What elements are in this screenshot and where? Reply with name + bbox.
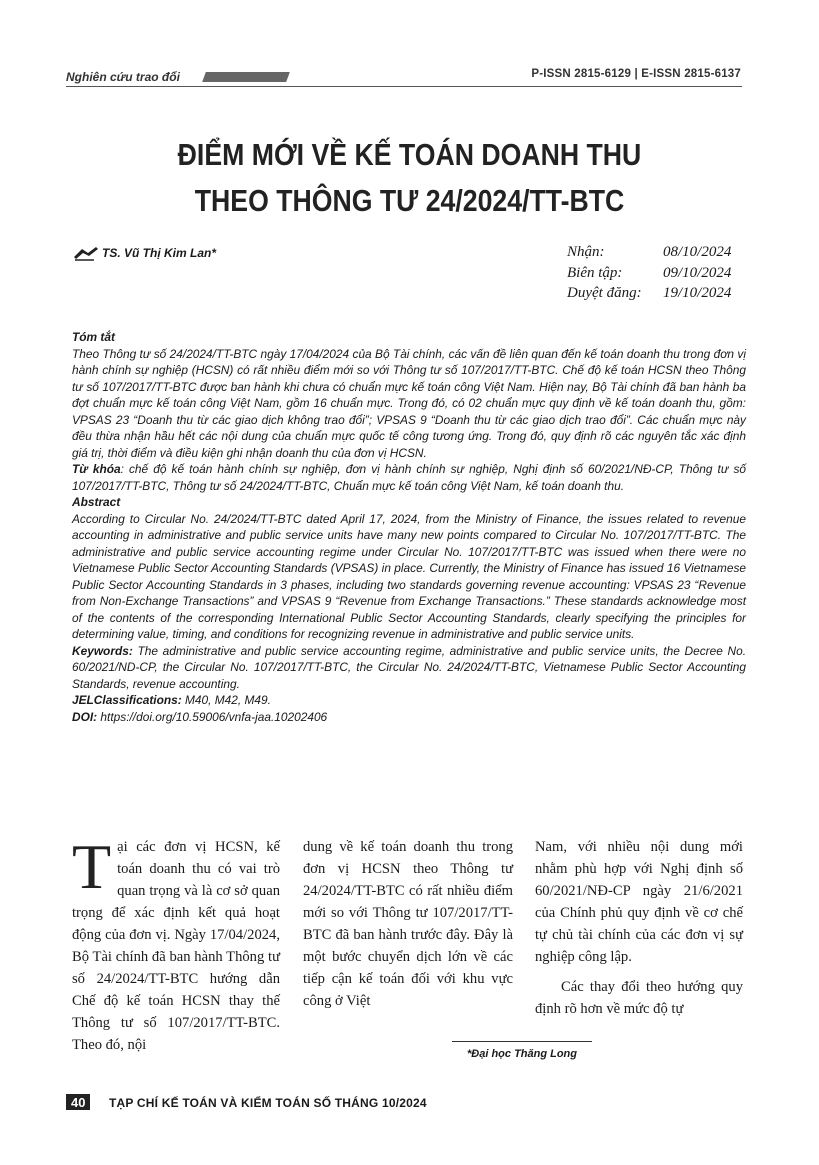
pen-hand-icon xyxy=(72,245,100,261)
body-col2-text: dung về kế toán doanh thu trong đơn vị HCSN theo Thông tư 24/2024/TT-BTC có rất nhiều điểm mới so với Thông tư 107/2017/TT-BTC đã ban hành trước đây. Đây là một bước chuyển dịch lớn về các tiếp cận kế toán đối với khu vực công ở Việt xyxy=(303,839,513,1009)
footnote-rule xyxy=(452,1041,592,1042)
date-value: 08/10/2024 xyxy=(663,244,732,260)
abstract-en-text: According to Circular No. 24/2024/TT-BTC dated April 17, 2024, from the Ministry of Finance, the issues related to revenue accounting in administrative and public service units have many new points compared to Circular No. 107/2017/TT-BTC. The administrative and public service accounting regime under Circular No. 107/2017/TT-BTC was issued when there were no Vietnamese Public Sector Accounting Standards (VPSAS) in place. Currently, the Ministry of Finance has issued 16 Vietnamese Public Sector Accounting Standards in 3 phases, including two standards governing revenue accounting: VPSAS 23 “Revenue from Non-Exchange Transactions” and VPSAS 9 “Revenue from Exchange Transactions.” These standards acknowledge most of the contents of the corresponding International Public Sector Accounting Standards, clearly specifying the principles for determining value, timing, and conditions for recognizing revenue in administrative and public service units. xyxy=(72,511,746,641)
drop-cap: T xyxy=(72,831,112,902)
jel-line xyxy=(72,692,746,709)
keywords-vi-label: Từ khóa xyxy=(72,462,121,476)
date-label: Biên tập: xyxy=(567,264,623,281)
body-column-3 xyxy=(535,836,743,1020)
abstract-vi-text: Theo Thông tư số 24/2024/TT-BTC ngày 17/04/2024 của Bộ Tài chính, các vấn đề liên quan đến kế toán doanh thu trong đơn vị hành chính sự nghiệp (HCSN) có rất nhiều điểm mới so với Thông tư số 107/2017/TT-BTC. Chế độ kế toán HCSN theo Thông tư số 107/2017/TT-BTC được ban hành khi chưa có chuẩn mực kế toán công Việt Nam. Hiện nay, Bộ Tài chính đã ban hành ba đợt chuẩn mực kế toán công Việt Nam, gồm 16 chuẩn mực. Trong đó, có 02 chuẩn mực quy định về kế toán doanh thu, gồm: VPSAS 23 “Doanh thu từ các giao dịch không trao đổi”; VPSAS 9 “Doanh thu từ các giao dịch trao đổi”. Các chuẩn mực này đều thừa nhận hầu hết các nội dung của chuẩn mực quốc tế công tương ứng. Trong đó, quy định rõ các nguyên tắc xác định giá trị, thời điểm và điều kiện ghi nhận doanh thu của đơn vị HCSN. xyxy=(72,346,746,460)
date-label: Nhận: xyxy=(567,244,605,260)
body-col1-text: ại các đơn vị HCSN, kế toán doanh thu có vai trò quan trọng và là cơ sở quan trọng để xác định kết quả hoạt động của đơn vị. Ngày 17/04/2024, Bộ Tài chính đã ban hành Thông tư số 24/2024/TT-BTC hướng dẫn Chế độ kế toán HCSN thay thế Thông tư số 107/2017/TT-BTC. Theo đó, nội xyxy=(72,839,280,1053)
doi-line xyxy=(72,709,746,726)
jel-label: JELClassifications: xyxy=(72,693,182,707)
footnote: *Đại học Thăng Long xyxy=(467,1048,577,1060)
header-rule xyxy=(66,86,742,87)
date-value: 19/10/2024 xyxy=(663,285,732,301)
keywords-en xyxy=(72,643,746,693)
header-accent-bar xyxy=(202,72,290,82)
doi-text: https://doi.org/10.59006/vnfa-jaa.10202406 xyxy=(97,709,328,724)
article-title xyxy=(57,132,761,224)
body-col3-text: Nam, với nhiều nội dung mới nhằm phù hợp với Nghị định số 60/2021/NĐ-CP ngày 21/6/2021 của Chính phủ quy định về cơ chế tự chủ tài chính của các đơn vị sự nghiệp công lập. xyxy=(535,839,743,965)
author-name: TS. Vũ Thị Kim Lan* xyxy=(102,246,217,260)
journal-name: TẠP CHÍ KẾ TOÁN VÀ KIỂM TOÁN SỐ THÁNG 10/2024 xyxy=(109,1096,427,1110)
body-column-1 xyxy=(72,831,280,1056)
date-row-received xyxy=(567,242,731,263)
section-label: Nghiên cứu trao đổi xyxy=(66,70,180,84)
issn-label: P-ISSN 2815-6129 | E-ISSN 2815-6137 xyxy=(531,68,741,80)
body-col3-text-2: Các thay đổi theo hướng quy định rõ hơn về mức độ tự xyxy=(535,979,743,1017)
author-line xyxy=(72,245,216,261)
date-label: Duyệt đăng: xyxy=(567,285,642,301)
abstract-en-heading: Abstract xyxy=(72,495,121,509)
date-row-approved xyxy=(567,283,731,304)
jel-text: M40, M42, M49. xyxy=(181,693,271,707)
page-number: 40 xyxy=(66,1094,90,1110)
date-row-edited xyxy=(567,263,731,284)
doi-label: DOI: xyxy=(72,709,98,724)
keywords-vi-text: : chế độ kế toán hành chính sự nghiệp, đơn vị hành chính sự nghiệp, Nghị định số 60/2021/NĐ-CP, Thông tư số 107/2017/TT-BTC, Thông tư số 24/2024/TT-BTC, Chuẩn mực kế toán công Việt Nam, kế toán doanh thu. xyxy=(72,462,747,493)
abstract-vi-heading: Tóm tắt xyxy=(72,330,115,344)
title-line-1: ĐIỂM MỚI VỀ KẾ TOÁN DOANH THU xyxy=(177,137,642,172)
keywords-vi xyxy=(72,461,746,494)
dates-block xyxy=(567,242,731,304)
date-value: 09/10/2024 xyxy=(663,264,732,281)
keywords-en-text: The administrative and public service accounting regime, administrative and public service units, the Decree No. 60/2021/ND-CP, the Circular No. 107/2017/TT-BTC, the Circular No. 24/2024/TT-BTC, Vietnamese Public Sector Accounting Standards, revenue accounting. xyxy=(72,643,746,691)
keywords-en-label: Keywords: xyxy=(72,643,133,658)
abstract-section xyxy=(72,329,746,725)
body-column-2 xyxy=(303,836,513,1012)
title-line-2: THEO THÔNG TƯ 24/2024/TT-BTC xyxy=(194,183,625,218)
